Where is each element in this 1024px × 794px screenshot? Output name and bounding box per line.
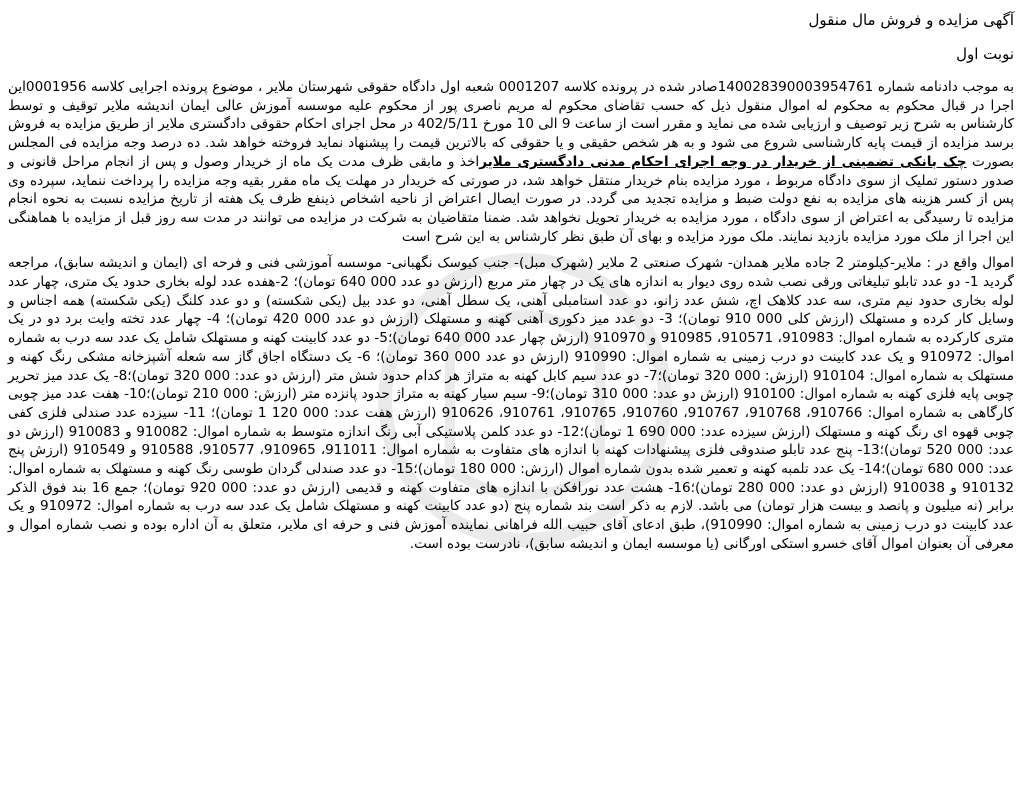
notice-paragraph-terms <box>8 78 1014 246</box>
notice-title: آگهی مزایده و فروش مال منقول <box>808 11 1014 29</box>
notice-document <box>8 4 1014 794</box>
terms-text-part2: اخذ و مابقی ظرف مدت یک ماه از خریدار وصول و پس از انجام مراحل قانونی و صدور دستور تملیک از سوی دادگاه مربوط ، مورد مزایده بنام خریدار منتقل خواهد شد، در صورتی که خریدار در مهلت یک ماه مقرر بقیه وجه مزایده را پرداخت ننماید، سپرده وی پس از کسر هزینه های مزایده به نفع دولت ضبط و مزایده تجدید می گردد. در صورت ایصال اعتراض از ناحیه اشخاص ذینفع ظرف یک هفته از تاریخ مزایده نسبت به نحوه انجام مزایده تا رسیدگی به اعتراض از سوی دادگاه ، مورد مزایده به خریدار تحویل نخواهد شد. ضمنا متقاضیان به شرکت در مزایده می توانند در مدت سه روز قبل از مزایده با هماهنگی این اجرا از ملک مورد مزایده بازدید نمایند. ملک مورد مزایده و بهای آن طبق نظر کارشناس به این شرح است <box>8 153 1014 245</box>
bank-check-requirement: چک بانکی تضمینی از خریدار در وجه اجرای احکام مدنی دادگستری ملایر <box>479 153 967 170</box>
terms-text-part1: به موجب دادنامه شماره 140028390003954761صادر شده در پرونده کلاسه 0001207 شعبه اول دادگاه حقوقی شهرستان ملایر ، موضوع پرونده اجرایی کلاسه 0001956این اجرا در قبال محکوم به محکوم له اموال منقول ذیل که حسب تقاضای محکوم له مریم ناصری پور از محکوم علیه موسسه آموزش عالی ایمان اندیشه ملایر توقیف و توسط کارشناس به شرح زیر توصیف و ارزیابی شده می نماید و مقرر است از ساعت 9 الی 10 مورخ 402/5/11 در محل اجرای احکام حقوقی دادگستری ملایر از طریق مزایده به فروش برسد مزایده از قیمت پایه کارشناسی شروع می شود و به هر شخص حقیقی و یا حقوقی که بالاترین قیمت را پیشنهاد نماید فروخته خواهد شد. ده درصد وجه مزایده فی المجلس بصورت <box>8 79 1015 170</box>
notice-paragraph-items: اموال واقع در : ملایر-کیلومتر 2 جاده ملایر همدان- شهرک صنعتی 2 ملایر (شهرک مبل)- جنب کیوسک نگهبانی- موسسه آموزشی فنی و فرحه ای (ایمان و اندیشه سابق)، مراجعه گردید 1- دو عدد تابلو تبلیغاتی ورقی نصب شده روی دیوار به اندازه های یک در چهار متر مربع (ارزش دو عدد 000 640 تومان)؛ 2-هفده عدد لوله بخاری حدود یک متری، چهار عدد لوله بخاری حدود نیم متری، سه عدد کلاهک اچ، شش عدد زانو، دو عدد استامبلی آهنی، یک سطل آهنی، دو عدد بیل (یکی شکسته) و دو عدد کلنگ (یکی شکسته) همه اجناس و وسایل کار کرده و مستهلک (ارزش کلی 000 910 تومان)؛ 3- دو عدد میز دکوری آهنی کهنه و مستهلک (ارزش دو عدد 000 420 تومان)؛ 4- چهار عدد تخته وایت برد دو در یک متری کارکرده به شماره اموال: 910983، 910571، 910985 و 910970 (ارزش چهار عدد 000 640 تومان)؛5- دو عدد کابینت کهنه و مستهلک شامل یک عدد سه درب به شماره اموال: 910972 و یک عدد کابینت دو درب زمینی به شماره اموال: 910990 (ارزش دو عدد 000 360 تومان)؛ 6- یک دستگاه اجاق گاز سه شعله آشپزخانه مشکی رنگ کهنه و مستهلک به شماره اموال: 910104 (ارزش: 000 320 تومان)؛7- دو عدد سیم کابل کهنه به متراژ هر کدام حدود شش متر (ارزش دو عدد: 000 320 تومان)؛8- یک عدد میز تحریر چوبی پایه فلزی کهنه به شماره اموال: 910100 (ارزش دو عدد: 000 310 تومان)؛9- سیم سیار کهنه به متراژ حدود پانزده متر (ارزش: 000 210 تومان)؛10- هفت عدد میز چوبی کارگاهی به شماره اموال: 910766، 910768، 910767، 910760، 910765، 910761، 910626 (ارزش هفت عدد: 000 120 1 تومان)؛ 11- سیزده عدد صندلی فلزی کفی چوبی قهوه ای رنگ کهنه و مستهلک (ارزش سیزده عدد: 000 690 1 تومان)؛12- دو عدد کلمن پلاستیکی آبی رنگ اندازه متوسط به شماره اموال: 910082 و 910083 (ارزش دو عدد: 000 520 تومان)؛13- پنج عدد تابلو صندوقی فلزی پیشنهادات کهنه با اندازه های متفاوت به شماره اموال: 911011، 910965، 910577، 910588 و 910549 (ارزش پنج عدد: 000 680 تومان)؛14- یک عدد تلمبه کهنه و تعمیر شده بدون شماره اموال (ارزش: 000 180 تومان)؛15- دو عدد صندلی گردان طوسی رنگ کهنه و مستهلک به شماره اموال: 910132 و 910038 (ارزش دو عدد: 000 280 تومان)؛16- هشت عدد نورافکن با اندازه های متفاوت کهنه و قدیمی (ارزش دو عدد: 000 920 تومان)؛ جمع 16 بند فوق الذکر برابر (نه میلیون و پانصد و بیست هزار تومان) می باشد. لازم به ذکر است بند شماره پنج (دو عدد کابینت کهنه و مستهلک شامل یک عدد سه درب به شماره اموال: 910972 و یک عدد کابینت دو درب زمینی به شماره اموال: 910990)، طبق ادعای آقای حبیب الله فراهانی نماینده آموزش فنی و حرفه ای ملایر، متعلق به آن اداره بوده و نصب شماره اموال و معرفی آن بعنوان اموال آقای خسرو استکی اورگانی (یا موسسه ایمان و اندیشه سابق)، نادرست بوده است. <box>8 255 1015 552</box>
notice-round: نوبت اول <box>956 45 1014 63</box>
